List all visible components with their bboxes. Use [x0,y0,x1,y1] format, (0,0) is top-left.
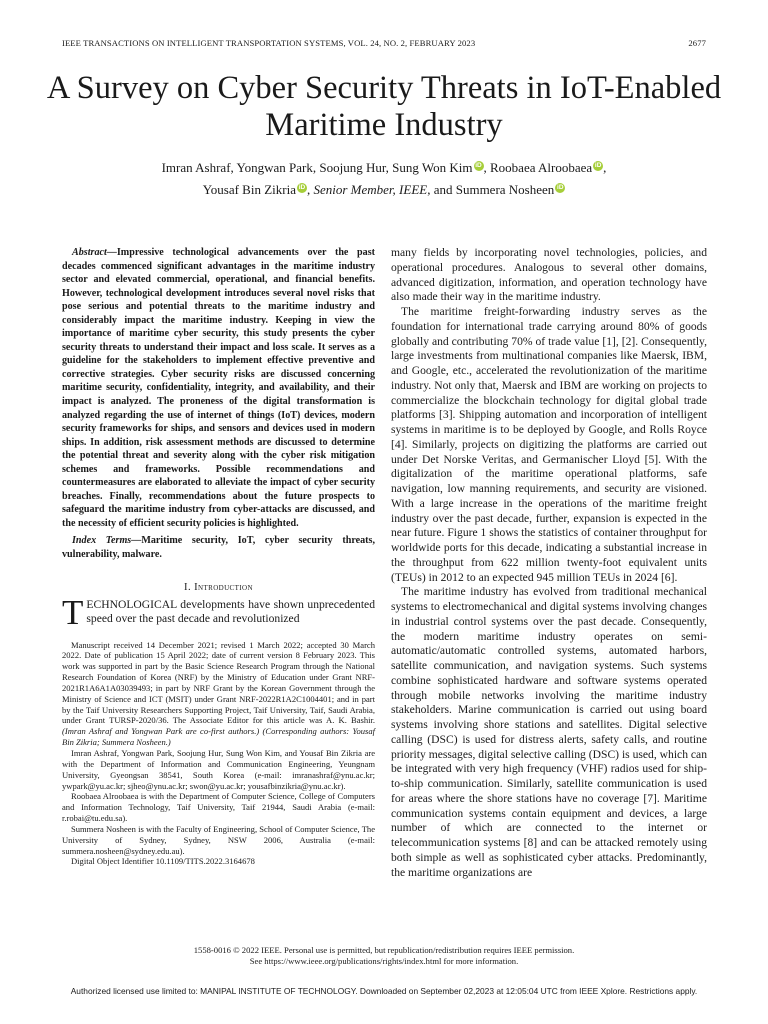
copyright-line-1: 1558-0016 © 2022 IEEE. Personal use is permitted, but republication/redistribution requires IEEE permission. [193,945,575,955]
footnote-corresponding: (Imran Ashraf and Yongwan Park are co-first authors.) (Corresponding authors: Yousaf Bin Zikria; Summera Nosheen.) [62,726,375,748]
drop-cap: T [62,592,84,632]
footnote-doi[interactable]: Digital Object Identifier 10.1109/TITS.2022.3164678 [71,856,255,867]
index-terms-lead: Index Terms— [72,535,142,547]
authorized-use-banner: Authorized licensed use limited to: MANIPAL INSTITUTE OF TECHNOLOGY. Downloaded on September 02,2023 at 12:05:04 UTC from IEEE Xplore. Restrictions apply. [70,986,698,996]
journal-citation: IEEE TRANSACTIONS ON INTELLIGENT TRANSPORTATION SYSTEMS, VOL. 24, NO. 2, FEBRUARY 2023 [62,38,476,48]
index-terms [62,534,375,561]
right-column [391,246,707,880]
running-header [62,38,706,50]
intro-text: ECHNOLOGICAL developments have shown unprecedented speed over the past decade and revolutionized [86,597,375,625]
copyright-line-2[interactable]: See https://www.ieee.org/publications/rights/index.html for more information. [249,956,519,966]
author-names-3: Yousaf Bin Zikria [202,182,296,197]
page-number: 2677 [688,38,706,48]
intro-paragraph [62,592,375,632]
section-title: Introduction [194,581,253,593]
body-paragraph-1: many fields by incorporating novel technologies, policies, and operational procedures. Analogous to several other domains, advanced digitization, information, and operation technology have also made their way in the maritime industry. [391,246,707,304]
author-separator: , [603,160,607,175]
left-column [62,246,375,867]
footnote-manuscript [62,640,375,748]
paper-title: A Survey on Cyber Security Threats in IoT-Enabled Maritime Industry [46,70,722,143]
section-number: I. [184,581,195,593]
orcid-icon[interactable]: iD [594,162,602,169]
body-paragraph-3: The maritime industry has evolved from traditional mechanical systems to electromechanical and digital systems involving changes in industrial control systems over the past decade. Consequently, the modern maritime industry operates on semi-automatic/automatic controlled systems, automated harbors, satellite communication, and navigation systems. Such systems combine sophisticated hardware and software systems operated through mobile networks involving the maritime industry stakeholders. Marine communication is carried out using board systems involving shore stations and satellites. Digital selective calling (DSC) is used for distress alerts, safety calls, and routine priority messages, digital selective calling (DSC) is used, which can be integrated with very high frequency (VHF) radios used for ship-to-ship communication. Similarly, satellite communication is used for areas where the shore stations have no coverage [7]. Maritime communication systems contain equipment and devices, a large number of which are connected to the internet or telecommunication systems [8] and can be attacked remotely using both simple as well as sophisticated cyber attacks. Predominantly, the maritime organizations are [391,585,707,879]
author-role: Senior Member, IEEE [313,182,428,197]
footnote-affiliation-3: Summera Nosheen is with the Faculty of Engineering, School of Computer Science, The University of Sydney, Sydney, NSW 2006, Australia (e-mail: summera.nosheen@sydney.edu.au). [62,823,375,856]
body-paragraph-2: The maritime freight-forwarding industry serves as the foundation for international trade carrying around 80% of goods globally and contributing 70% of trade value [1], [2]. Consequently, large investments from multinational companies like Maersk, IBM, and Google, etc., accelerated the revolutionization of the maritime industry. Not only that, Maersk and IBM are working on projects to commercialize the blockchain technology for digital global trade platforms [3]. Shipping automation and incorporation of intelligent systems in maritime is to be deployed by Google, and Rolls Royce [4]. Similarly, projects on digitizing the platforms are carried out under Det Norske Veritas, and Germanischer Lloyd [5]. With the digitalization of the maritime operational platforms, safe navigation, low manning requirements, and security are visioned. With a large increase in the operations of the maritime freight industry over the past decade, further, expansion is expected in the near future. Figure 1 shows the statistics of container throughput for worldwide ports for this decade, indicating a substantial increase in the throughput from 622 million twenty-foot equivalent units (TEUs) in 2012 to an expected 945 million TEUs in 2024 [6]. [391,305,707,584]
orcid-icon[interactable]: iD [557,184,564,191]
section-heading [62,582,375,593]
author-separator: , [306,182,314,197]
abstract-text: Impressive technological advancements over the past decades commenced significant advantages in the maritime industry sector and elevated commercial, operational, and financial benefits. However, technological development introduces several novel risks that pose serious and potential threats to the maritime industry and considerably impact the maritime industry. Keeping in view the importance of maritime cyber security, this study presents the cyber security threats to understand their impact and loss scale. It serves as a guideline for the stakeholders to implement effective preventive and corrective strategies. Cyber security risks are discussed concerning maritime security, confidentiality, integrity, and availability, and their impact is analyzed. The proneness of the digital transformation is analyzed regarding the use of internet of things (IoT) devices, modern security frameworks for ships, and sensors and devices used in modern ships. In addition, risk assessment methods are discussed to determine the potential threat and severity along with the cyber risk mitigation schemes and frameworks. Possible recommendations and countermeasures are elaborated to alleviate the impact of cyber security breaches. Finally, recommendations about the future prospects to safeguard the maritime industry from cyber-attacks are discussed, and the necessity of efficient security policies is highlighted. [62,247,375,529]
index-terms-text: Maritime security, IoT, cyber security threats, vulnerability, malware. [62,535,375,561]
footnote-affiliation-1: Imran Ashraf, Yongwan Park, Soojung Hur, Sung Won Kim, and Yousaf Bin Zikria are with the Department of Information and Communication Engineering, Yeungnam University, Gyeongsan 38541, South Korea (e-mail: imranashraf@ynu.ac.kr; ywpark@yu.ac.kr; sjheo@ynu.ac.kr; swon@yu.ac.kr; yousafbinzikria@ynu.ac.kr). [62,748,375,791]
author-list [60,157,708,201]
copyright-notice [62,945,706,967]
orcid-icon[interactable]: iD [475,162,482,169]
footnote-manuscript-text: Manuscript received 14 December 2021; revised 1 March 2022; accepted 30 March 2022. Date of publication 15 April 2022; date of current version 8 February 2023. This work was supported in part by the Basic Science Research Program through the National Research Foundation of Korea (NRF) by the Ministry of Education under Grant NRF-2021R1A6A1A03039493; in part by NRF Grant by the Korean Government through the Ministry of Science and ICT (MSIT) under Grant NRF-2022R1A2C1004401; and in part by the Taif University Researchers Supporting Project, Taif University, Taif, Saudi Arabia, under Grant TURSP-2020/36. The Associate Editor for this article was A. K. Bashir. [62,639,375,726]
author-names-4: , and Summera Nosheen [427,182,555,197]
footnotes [62,640,375,868]
orcid-icon[interactable]: iD [298,184,306,191]
abstract-lead: Abstract— [72,247,117,258]
abstract [62,246,375,530]
author-names-1: Imran Ashraf, Yongwan Park, Soojung Hur, Sung Won Kim [161,160,473,175]
footnote-affiliation-2: Roobaea Alroobaea is with the Department of Computer Science, College of Computers and Information Technology, Taif University, Taif 21944, Saudi Arabia (e-mail: r.robai@tu.edu.sa). [62,791,375,824]
author-names-2: , Roobaea Alroobaea [483,160,593,175]
